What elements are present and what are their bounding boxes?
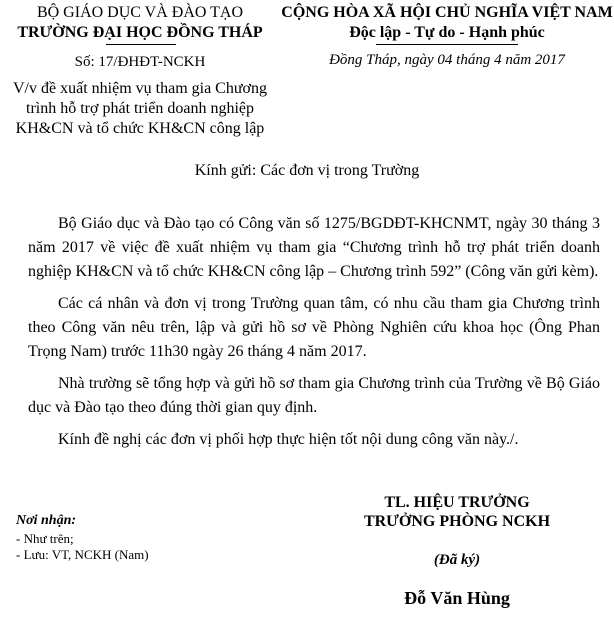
document-subject xyxy=(0,79,280,139)
recipient-item: - Như trên; xyxy=(16,531,74,546)
body-paragraph: Bộ Giáo dục và Đào tạo có Công văn số 1275/BGDĐT-KHCNMT, ngày 30 tháng 3 năm 2017 về việc đề xuất nhiệm vụ tham gia “Chương trình hỗ trợ phát triển doanh nghiệp KH&CN và tổ chức KH&CN công lập – Chương trình 592” (Công văn gửi kèm). xyxy=(28,215,600,280)
body-paragraph: Kính đề nghị các đơn vị phối hợp thực hiện tốt nội dung công văn này./. xyxy=(58,431,519,448)
body-paragraph: Các cá nhân và đơn vị trong Trường quan tâm, có nhu cầu tham gia Chương trình theo Công văn nêu trên, lập và gửi hồ sơ về Phòng Nghiên cứu khoa học (Ông Phan Trọng Nam) trước 11h30 ngày 26 tháng 4 năm 2017. xyxy=(28,295,600,360)
national-title: CỘNG HÒA XÃ HỘI CHỦ NGHĨA VIỆT NAM xyxy=(281,4,613,21)
signature-authority: TL. HIỆU TRƯỞNG xyxy=(384,494,530,511)
salutation: Kính gửi: Các đơn vị trong Trường xyxy=(194,162,420,179)
signed-status: (Đã ký) xyxy=(433,552,481,568)
letter-body xyxy=(28,212,600,452)
place-date: Đồng Tháp, ngày 04 tháng 4 năm 2017 xyxy=(329,52,565,68)
national-motto: Độc lập - Tự do - Hạnh phúc xyxy=(349,24,545,41)
university-underline xyxy=(106,44,176,45)
document-number: Số: 17/ĐHĐT-NCKH xyxy=(74,54,206,70)
subject-line: KH&CN và tổ chức KH&CN công lập xyxy=(15,120,265,137)
subject-line: V/v đề xuất nhiệm vụ tham gia Chương xyxy=(13,80,267,97)
motto-underline xyxy=(376,44,518,45)
recipient-item: - Lưu: VT, NCKH (Nam) xyxy=(16,547,149,562)
signer-name: Đỗ Văn Hùng xyxy=(404,588,510,608)
subject-line: trình hỗ trợ phát triển doanh nghiệp xyxy=(26,100,254,117)
signature-position: TRƯỞNG PHÒNG NCKH xyxy=(363,513,551,530)
university-name: TRƯỜNG ĐẠI HỌC ĐỒNG THÁP xyxy=(17,24,263,41)
body-paragraph: Nhà trường sẽ tổng hợp và gửi hồ sơ tham gia Chương trình của Trường về Bộ Giáo dục và Đào tạo theo đúng thời gian quy định. xyxy=(28,375,600,416)
recipients-title: Nơi nhận: xyxy=(16,513,77,528)
ministry-name: BỘ GIÁO DỤC VÀ ĐÀO TẠO xyxy=(36,4,244,21)
